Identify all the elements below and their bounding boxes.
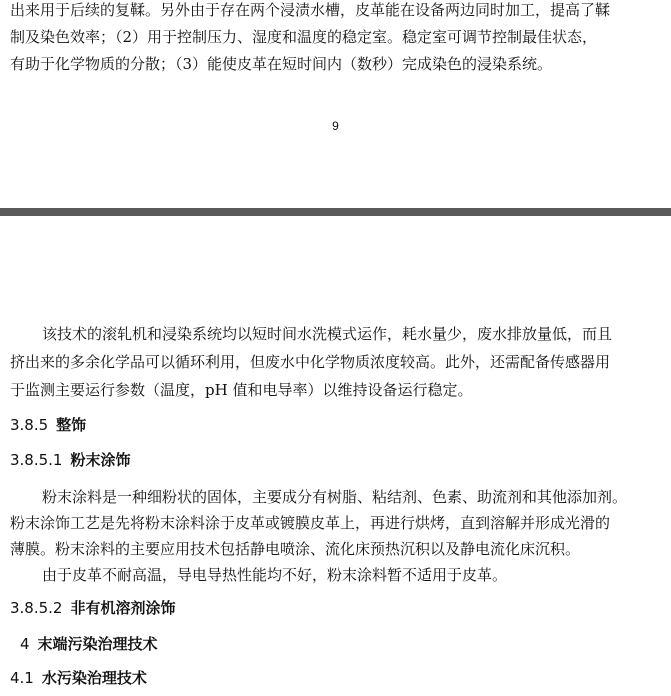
text-line: 挤出来的多余化学品可以循环利用，但废水中化学物质浓度较高。此外，还需配备传感器用 [10, 353, 611, 371]
section-heading-4 [20, 634, 158, 654]
text-line: 由于皮革不耐高温，导电导热性能均不好，粉末涂料暂不适用于皮革。 [42, 566, 508, 584]
section-title: 末端污染治理技术 [37, 635, 158, 653]
page-divider [0, 208, 671, 216]
section-heading-4-1 [10, 668, 147, 688]
section-title: 水污染治理技术 [41, 669, 147, 687]
text-line: 制及染色效率；（2）用于控制压力、湿度和温度的稳定室。稳定室可调节控制最佳状态， [10, 28, 598, 46]
text-line: 该技术的滚轧机和浸染系统均以短时间水洗模式运作，耗水量少，废水排放量低，而且 [42, 325, 613, 343]
text-line: 有助于化学物质的分散；（3）能使皮革在短时间内（数秒）完成染色的浸染系统。 [10, 55, 553, 73]
text-line: 于监测主要运行参数（温度，pH 值和电导率）以维持设备运行稳定。 [10, 381, 473, 399]
section-heading-3-8-5-1 [10, 450, 131, 470]
section-title: 粉末涂饰 [70, 451, 131, 469]
text-line: 粉末涂饰工艺是先将粉末涂料涂于皮革或镀膜皮革上，再进行烘烤，直到溶解并形成光滑的 [10, 514, 611, 532]
text-line: 出来用于后续的复鞣。另外由于存在两个浸渍水槽，皮革能在设备两边同时加工，提高了鞣 [10, 1, 611, 19]
section-number: 3.8.5 [10, 416, 49, 434]
section-number: 4.1 [10, 669, 34, 687]
text-line: 薄膜。粉末涂料的主要应用技术包括静电喷涂、流化床预热沉积以及静电流化床沉积。 [10, 540, 581, 558]
text-line: 粉末涂料是一种细粉状的固体，主要成分有树脂、粘结剂、色素、助流剂和其他添加剂。 [42, 488, 628, 506]
section-number: 3.8.5.1 [10, 451, 63, 469]
section-number: 4 [20, 635, 30, 653]
section-title: 整饰 [56, 416, 87, 434]
section-number: 3.8.5.2 [10, 599, 63, 617]
section-heading-3-8-5 [10, 415, 86, 435]
previous-page-bottom [0, 0, 671, 208]
section-title: 非有机溶剂涂饰 [70, 599, 176, 617]
section-heading-3-8-5-2 [10, 598, 176, 618]
page-number: 9 [332, 119, 339, 133]
